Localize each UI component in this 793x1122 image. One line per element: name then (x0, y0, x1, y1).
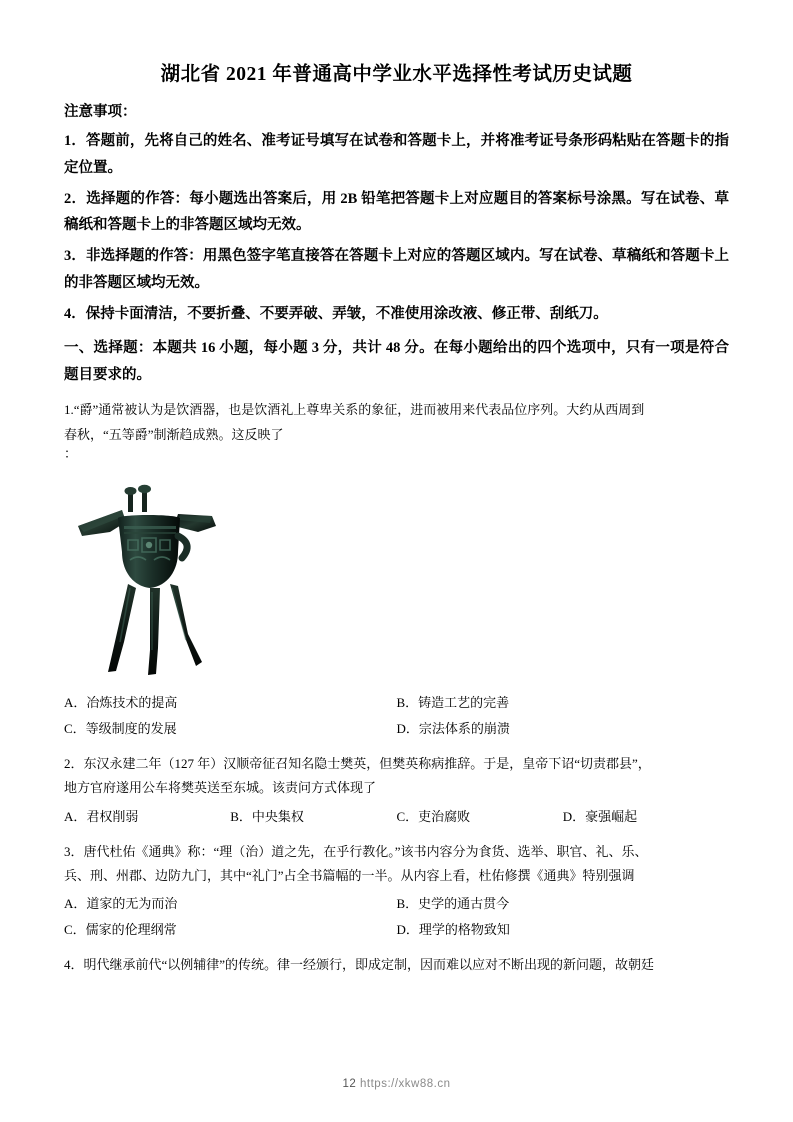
question-3-option-a[interactable]: A．道家的无为而治 (64, 896, 178, 912)
question-2-option-c[interactable]: C．吏治腐败 (396, 808, 471, 824)
page-number: 12 (342, 1078, 357, 1090)
document-content (64, 58, 729, 980)
notice-item-4: 4．保持卡面清洁，不要折叠、不要弄破、弄皱，不准使用涂改液、修正带、刮纸刀。 (64, 305, 608, 322)
question-2-stem-line1: 2．东汉永建二年（127 年）汉顺帝征召知名隐士樊英，但樊英称病推辞。于是，皇帝下诏“切责郡县”， (64, 755, 651, 771)
question-4-stem-line1: 4．明代继承前代“以例辅律”的传统。律一经颁行，即成定制，因而难以应对不断出现的新问题，故朝廷 (64, 957, 655, 973)
question-3-stem-line2: 兵、刑、州郡、边防九门，其中“礼门”占全书篇幅的一半。从内容上看，杜佑修撰《通典》特别强调 (64, 867, 635, 883)
question-1-options (64, 690, 729, 742)
bronze-jue-vessel-image (64, 474, 729, 684)
section-heading-multiple-choice: 一、选择题：本题共 16 小题，每小题 3 分，共计 48 分。在每小题给出的四个选项中，只有一项是符合题目要求的。 (64, 339, 729, 383)
watermark-url: https://xkw88.cn (360, 1078, 451, 1090)
question-2-option-d[interactable]: D．豪强崛起 (562, 808, 638, 824)
question-1-stem-line3: ： (64, 446, 78, 462)
question-2-stem-line2: 地方官府遂用公车将樊英送至东城。该责问方式体现了 (64, 780, 377, 795)
question-1 (64, 397, 729, 741)
question-2-option-b[interactable]: B．中央集权 (230, 808, 304, 824)
question-3-option-c[interactable]: C．儒家的伦理纲常 (64, 922, 177, 938)
question-3-options (64, 891, 729, 943)
notice-label: 注意事项： (64, 104, 137, 120)
notice-item-1: 1．答题前，先将自己的姓名、准考证号填写在试卷和答题卡上，并将准考证号条形码粘贴在答题卡的指定位置。 (64, 133, 729, 176)
notice-item-3: 3．非选择题的作答：用黑色签字笔直接答在答题卡上对应的答题区域内。写在试卷、草稿纸和答题卡上的非答题区域均无效。 (64, 248, 729, 292)
question-1-option-b[interactable]: B．铸造工艺的完善 (396, 694, 510, 710)
question-3-option-d[interactable]: D．理学的格物致知 (396, 922, 510, 938)
question-1-stem-line1: 1.“爵”通常被认为是饮酒器，也是饮酒礼上尊卑关系的象征，进而被用来代表品位序列。大约从西周到 (64, 402, 645, 418)
question-2 (64, 751, 729, 830)
question-2-option-a[interactable]: A．君权削弱 (64, 808, 139, 824)
question-3-option-b[interactable]: B．史学的通古贯今 (396, 896, 510, 912)
page-footer (0, 1078, 793, 1090)
bronze-jue-vessel-icon (70, 474, 230, 679)
question-1-option-c[interactable]: C．等级制度的发展 (64, 720, 177, 736)
question-1-option-d[interactable]: D．宗法体系的崩溃 (396, 720, 510, 736)
question-3 (64, 839, 729, 944)
notice-item-2: 2．选择题的作答：每小题选出答案后，用 2B 铅笔把答题卡上对应题目的答案标号涂黑。写在试卷、草稿纸和答题卡上的非答题区域均无效。 (64, 190, 729, 234)
question-3-stem-line1: 3．唐代杜佑《通典》称：“理（治）道之先，在乎行教化。”该书内容分为食货、选举、职官、礼、乐、 (64, 843, 648, 859)
page-title: 湖北省 2021 年普通高中学业水平选择性考试历史试题 (160, 64, 633, 85)
question-4 (64, 952, 729, 977)
question-2-options (64, 804, 729, 830)
question-1-option-a[interactable]: A．冶炼技术的提高 (64, 694, 178, 710)
question-1-stem-line2: 春秋，“五等爵”制渐趋成熟。这反映了 (64, 426, 284, 442)
